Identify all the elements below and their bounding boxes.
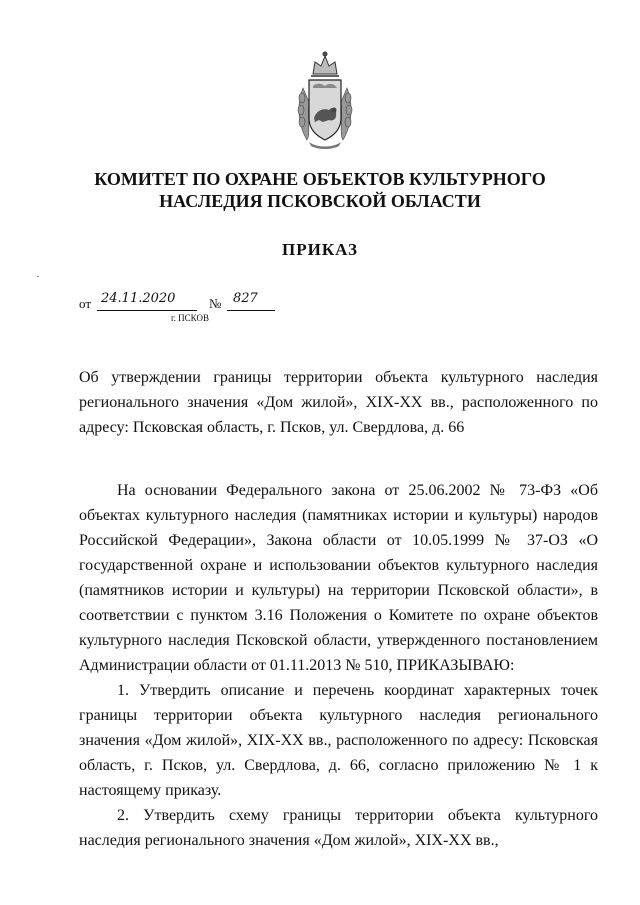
order-preamble: На основании Федерального закона от 25.06.2002 № 73-ФЗ «Об объектах культурного наследия (памятниках истории и культуры) народов Российской Федерации», Закона области от 10.05.1999 № 37-ОЗ «О государственной охране и использовании объектов культурного наследия (памятников истории и культуры) на территории Псковской области», в соответствии с пунктом 3.16 Положения о Комитете по охране объектов культурного наследия Псковской области, утвержденного постановлением Администрации области от 01.11.2013 № 510, ПРИКАЗЫВАЮ: (79, 482, 598, 674)
date-from-label: от (79, 296, 92, 311)
order-subject: Об утверждении границы территории объекта культурного наследия регионального значения «Дом жилой», XIX-XX вв., расположенного по адресу: Псковская область, г. Псков, ул. Свердлова, д. 66 (79, 369, 598, 436)
number-label: № (209, 296, 222, 311)
date-number-line (79, 290, 319, 326)
number-underline (227, 310, 275, 311)
date-underline (97, 310, 197, 311)
committee-title-line1: КОМИТЕТ ПО ОХРАНЕ ОБЪЕКТОВ КУЛЬТУРНОГО (94, 169, 546, 189)
pskov-coat-of-arms-emblem (293, 48, 357, 152)
scan-mark (37, 276, 39, 277)
document-type-heading: ПРИКАЗ (282, 240, 358, 259)
committee-title (60, 168, 580, 212)
handwritten-number: 827 (233, 291, 258, 306)
handwritten-date: 24.11.2020 (101, 291, 176, 306)
committee-title-line2: НАСЛЕДИЯ ПСКОВСКОЙ ОБЛАСТИ (159, 191, 481, 211)
city-label: г. ПСКОВ (171, 313, 209, 323)
order-body (79, 478, 598, 853)
order-item-1: 1. Утвердить описание и перечень координат характерных точек границы территории объекта культурного наследия регионального значения «Дом жилой», XIX-XX вв., расположенного по адресу: Псковская область, г. Псков, ул. Свердлова, д. 66, согласно приложению № 1 к настоящему приказу. (79, 682, 598, 799)
order-item-2: 2. Утвердить схему границы территории объекта культурного наследия регионального значения «Дом жилой», XIX-XX вв., (79, 807, 598, 849)
